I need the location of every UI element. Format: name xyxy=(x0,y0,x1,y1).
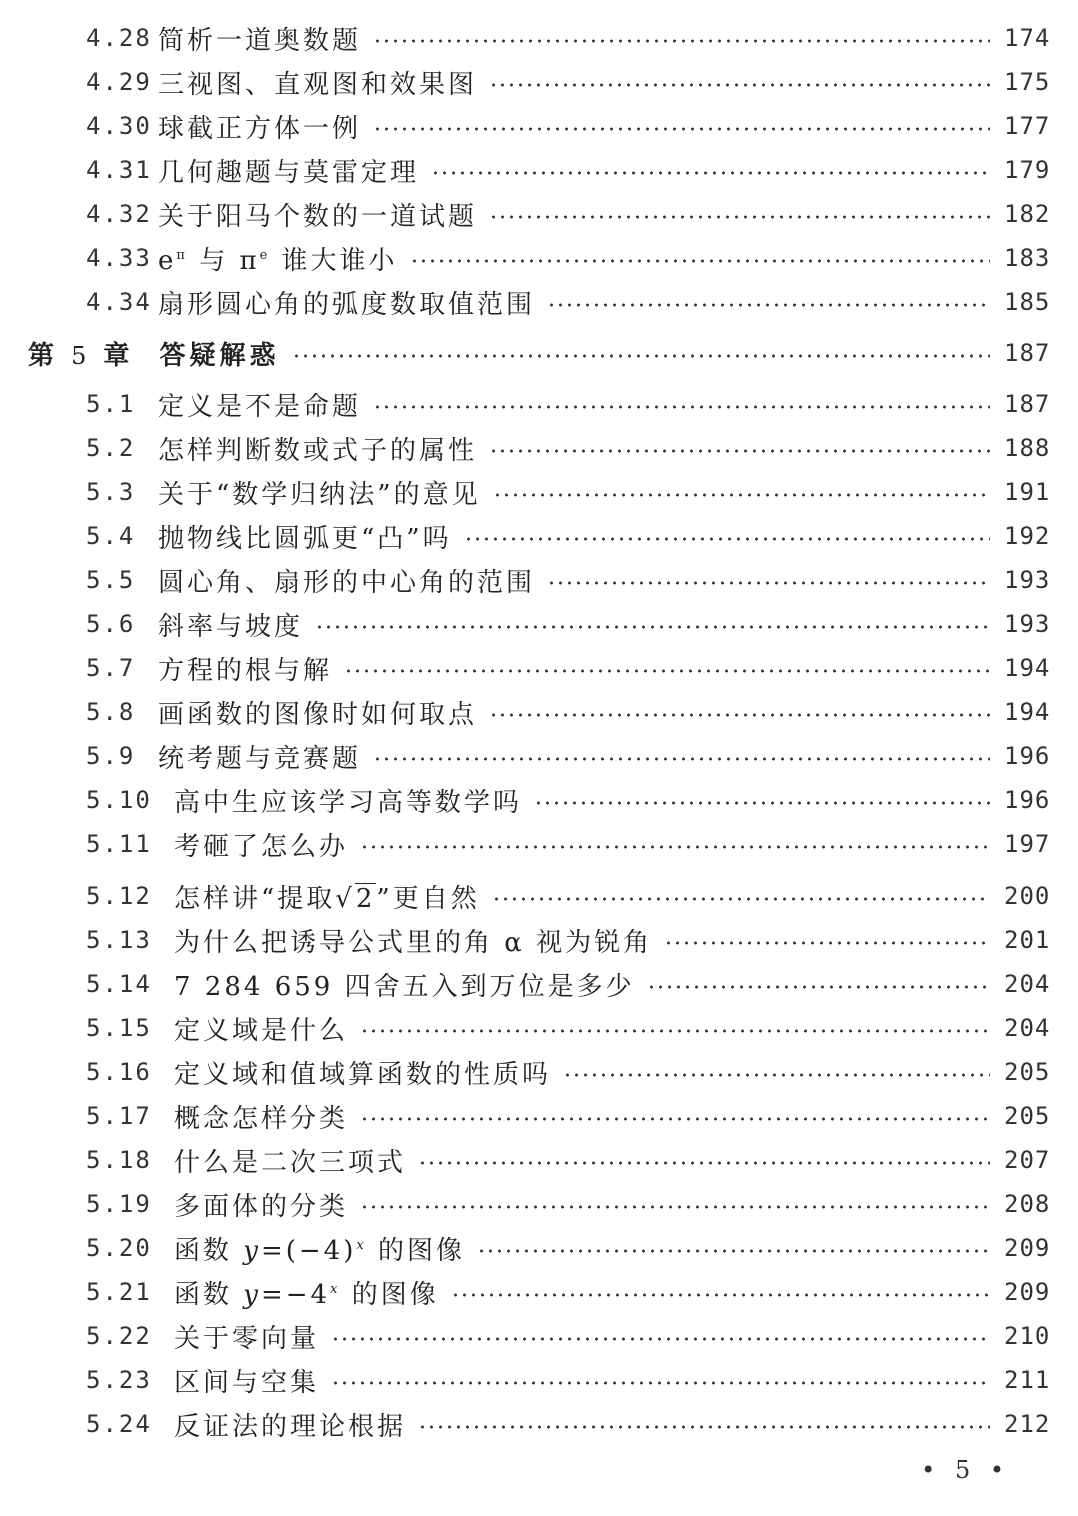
dot-leader xyxy=(547,303,990,307)
section-title: 为什么把诱导公式里的角 α 视为锐角 xyxy=(174,927,653,958)
page-number: 194 xyxy=(1004,654,1051,682)
section-number: 5.4 xyxy=(86,522,136,550)
page-number: 179 xyxy=(1004,156,1051,184)
section-title: 区间与空集 xyxy=(174,1367,320,1398)
toc-entry[interactable] xyxy=(0,514,1078,558)
page-number: 196 xyxy=(1004,742,1051,770)
dot-leader xyxy=(464,537,990,541)
dot-leader xyxy=(489,449,990,453)
page-number: 205 xyxy=(1004,1102,1051,1130)
formula-body: =(−4) xyxy=(260,1235,357,1266)
chapter-name: 答疑解惑 xyxy=(159,340,280,371)
title-head: 怎样讲“提取 xyxy=(174,883,336,914)
section-number: 5.21 xyxy=(86,1278,152,1306)
section-title: 7 284 659 四舍五入到万位是多少 xyxy=(174,971,635,1002)
section-number: 4.33 xyxy=(86,244,152,272)
page-number: 205 xyxy=(1004,1058,1051,1086)
section-title: 抛物线比圆弧更“凸”吗 xyxy=(158,523,452,554)
section-title: 扇形圆心角的弧度数取值范围 xyxy=(158,289,536,320)
formula-body: =−4 xyxy=(260,1279,331,1310)
section-number: 5.23 xyxy=(86,1366,152,1394)
dot-leader xyxy=(489,215,990,219)
section-number: 5.1 xyxy=(86,390,136,418)
dot-leader xyxy=(292,354,990,358)
title-tail: 谁大谁小 xyxy=(270,245,398,276)
toc-entry[interactable] xyxy=(0,602,1078,646)
section-title: 关于“数学归纳法”的意见 xyxy=(158,479,481,510)
toc-entry[interactable] xyxy=(0,192,1078,236)
section-title: 统考题与竞赛题 xyxy=(158,743,362,774)
section-title: 考砸了怎么办 xyxy=(174,831,349,862)
chapter-title xyxy=(28,335,288,372)
toc-entry[interactable] xyxy=(0,1226,1078,1270)
base-pi-text: 与 π xyxy=(187,245,260,276)
section-title: 方程的根与解 xyxy=(158,655,333,686)
page-number: 197 xyxy=(1004,830,1051,858)
section-title xyxy=(174,1230,473,1267)
dot-leader xyxy=(547,581,990,585)
base-e: e xyxy=(158,245,177,276)
section-title: 关于零向量 xyxy=(174,1323,320,1354)
page-number: 209 xyxy=(1004,1234,1051,1262)
title-head: 函数 xyxy=(174,1279,244,1310)
dot-leader xyxy=(373,757,990,761)
toc-entry[interactable] xyxy=(0,1138,1078,1182)
section-title: 画函数的图像时如何取点 xyxy=(158,699,478,730)
toc-entry[interactable] xyxy=(0,1182,1078,1226)
page-number: 193 xyxy=(1004,610,1051,638)
page-number: 187 xyxy=(1004,390,1051,418)
variable-y: y xyxy=(243,1235,261,1266)
section-title: 什么是二次三项式 xyxy=(174,1147,407,1178)
dot-leader xyxy=(373,39,990,43)
chapter-suffix: 章 xyxy=(103,340,134,371)
section-title: 球截正方体一例 xyxy=(158,113,362,144)
toc-entry[interactable] xyxy=(0,60,1078,104)
section-number: 5.9 xyxy=(86,742,136,770)
section-title: 高中生应该学习高等数学吗 xyxy=(174,787,523,818)
section-title: 反证法的理论根据 xyxy=(174,1411,407,1442)
exponent-pi: π xyxy=(176,247,188,263)
dot-leader xyxy=(664,941,990,945)
exponent-x: x xyxy=(330,1281,341,1297)
toc-entry[interactable] xyxy=(0,148,1078,192)
dot-leader xyxy=(492,897,990,901)
section-number: 4.28 xyxy=(86,24,152,52)
section-title: 三视图、直观图和效果图 xyxy=(158,69,478,100)
toc-entry[interactable] xyxy=(0,470,1078,514)
toc-entry[interactable] xyxy=(0,280,1078,324)
dot-leader xyxy=(477,1249,990,1253)
title-tail: 的图像 xyxy=(366,1235,465,1266)
page-number: 196 xyxy=(1004,786,1051,814)
dot-leader xyxy=(534,801,990,805)
section-number: 4.29 xyxy=(86,68,152,96)
table-of-contents xyxy=(0,16,1078,1446)
page-number: 212 xyxy=(1004,1410,1051,1438)
toc-entry[interactable] xyxy=(0,1270,1078,1314)
toc-chapter-entry[interactable] xyxy=(0,324,1078,382)
dot-leader xyxy=(489,83,990,87)
page-number: 194 xyxy=(1004,698,1051,726)
section-number: 5.19 xyxy=(86,1190,152,1218)
section-title xyxy=(174,1274,447,1311)
title-tail: 的图像 xyxy=(340,1279,439,1310)
dot-leader xyxy=(431,171,990,175)
toc-entry[interactable] xyxy=(0,104,1078,148)
page-footer-number: • 5 • xyxy=(921,1456,1010,1484)
toc-entry[interactable] xyxy=(0,1050,1078,1094)
section-title: 多面体的分类 xyxy=(174,1191,349,1222)
dot-leader xyxy=(410,259,990,263)
section-number: 5.10 xyxy=(86,786,152,814)
toc-entry[interactable] xyxy=(0,558,1078,602)
section-number: 4.30 xyxy=(86,112,152,140)
page-number: 204 xyxy=(1004,1014,1051,1042)
exponent-e: e xyxy=(259,247,271,263)
dot-leader xyxy=(418,1161,990,1165)
chapter-prefix: 第 xyxy=(28,340,59,371)
section-number: 5.20 xyxy=(86,1234,152,1262)
page-number: 182 xyxy=(1004,200,1051,228)
section-number: 5.12 xyxy=(86,882,152,910)
toc-entry[interactable] xyxy=(0,236,1078,280)
title-head: 函数 xyxy=(174,1235,244,1266)
dot-leader xyxy=(373,127,990,131)
dot-leader xyxy=(451,1293,990,1297)
toc-entry[interactable] xyxy=(0,1358,1078,1402)
section-title: 定义域是什么 xyxy=(174,1015,349,1046)
section-title: 简析一道奥数题 xyxy=(158,25,362,56)
section-number: 5.6 xyxy=(86,610,136,638)
page-number: 208 xyxy=(1004,1190,1051,1218)
dot-leader xyxy=(360,845,990,849)
page-number: 175 xyxy=(1004,68,1051,96)
section-number: 5.15 xyxy=(86,1014,152,1042)
section-title: 斜率与坡度 xyxy=(158,611,304,642)
section-number: 5.24 xyxy=(86,1410,152,1438)
page-number: 209 xyxy=(1004,1278,1051,1306)
dot-leader xyxy=(489,713,990,717)
page-number: 193 xyxy=(1004,566,1051,594)
section-title: 几何趣题与莫雷定理 xyxy=(158,157,420,188)
dot-leader xyxy=(360,1205,990,1209)
variable-y: y xyxy=(243,1279,261,1310)
section-number: 4.34 xyxy=(86,288,152,316)
toc-entry[interactable] xyxy=(0,962,1078,1006)
toc-entry[interactable] xyxy=(0,16,1078,60)
dot-leader xyxy=(331,1381,990,1385)
dot-leader xyxy=(360,1029,990,1033)
dot-leader xyxy=(418,1425,990,1429)
page-number: 174 xyxy=(1004,24,1051,52)
section-number: 5.16 xyxy=(86,1058,152,1086)
page-number: 191 xyxy=(1004,478,1051,506)
toc-entry[interactable] xyxy=(0,426,1078,470)
title-tail: ”更自然 xyxy=(376,883,480,914)
page-number: 187 xyxy=(1004,339,1051,367)
section-title: 怎样判断数或式子的属性 xyxy=(158,435,478,466)
sqrt-symbol: √2 xyxy=(335,883,376,914)
toc-entry[interactable] xyxy=(0,1094,1078,1138)
dot-leader xyxy=(331,1337,990,1341)
page-number: 210 xyxy=(1004,1322,1051,1350)
dot-leader xyxy=(360,1117,990,1121)
toc-entry[interactable] xyxy=(0,778,1078,822)
section-number: 5.22 xyxy=(86,1322,152,1350)
section-title: 定义域和值域算函数的性质吗 xyxy=(174,1059,552,1090)
toc-entry[interactable] xyxy=(0,646,1078,690)
page-number: 177 xyxy=(1004,112,1051,140)
dot-leader xyxy=(493,493,990,497)
section-number: 5.5 xyxy=(86,566,136,594)
page-number: 200 xyxy=(1004,882,1051,910)
dot-leader xyxy=(563,1073,990,1077)
toc-entry[interactable] xyxy=(0,918,1078,962)
exponent-x: x xyxy=(356,1237,367,1253)
section-number: 4.31 xyxy=(86,156,152,184)
section-number: 5.17 xyxy=(86,1102,152,1130)
chapter-number: 5 xyxy=(71,341,91,370)
radicand: 2 xyxy=(355,883,376,914)
section-number: 5.14 xyxy=(86,970,152,998)
dot-leader xyxy=(315,625,990,629)
section-number: 4.32 xyxy=(86,200,152,228)
toc-entry[interactable] xyxy=(0,822,1078,866)
section-number: 5.13 xyxy=(86,926,152,954)
section-title: 关于阳马个数的一道试题 xyxy=(158,201,478,232)
section-title: 圆心角、扇形的中心角的范围 xyxy=(158,567,536,598)
toc-entry[interactable] xyxy=(0,866,1078,918)
section-number: 5.18 xyxy=(86,1146,152,1174)
section-title xyxy=(158,240,406,277)
section-number: 5.2 xyxy=(86,434,136,462)
toc-entry[interactable] xyxy=(0,1006,1078,1050)
dot-leader xyxy=(344,669,990,673)
section-title xyxy=(174,878,488,915)
section-number: 5.11 xyxy=(86,830,152,858)
toc-entry[interactable] xyxy=(0,1314,1078,1358)
section-title: 概念怎样分类 xyxy=(174,1103,349,1134)
page-number: 183 xyxy=(1004,244,1051,272)
page-number: 185 xyxy=(1004,288,1051,316)
toc-entry[interactable] xyxy=(0,1402,1078,1446)
section-number: 5.3 xyxy=(86,478,136,506)
toc-entry[interactable] xyxy=(0,734,1078,778)
dot-leader xyxy=(373,405,990,409)
page-number: 207 xyxy=(1004,1146,1051,1174)
toc-entry[interactable] xyxy=(0,382,1078,426)
section-number: 5.7 xyxy=(86,654,136,682)
section-number: 5.8 xyxy=(86,698,136,726)
page-number: 188 xyxy=(1004,434,1051,462)
section-title: 定义是不是命题 xyxy=(158,391,362,422)
page-number: 211 xyxy=(1004,1366,1051,1394)
page-number: 204 xyxy=(1004,970,1051,998)
page-number: 192 xyxy=(1004,522,1051,550)
dot-leader xyxy=(647,985,990,989)
toc-entry[interactable] xyxy=(0,690,1078,734)
page-number: 201 xyxy=(1004,926,1051,954)
